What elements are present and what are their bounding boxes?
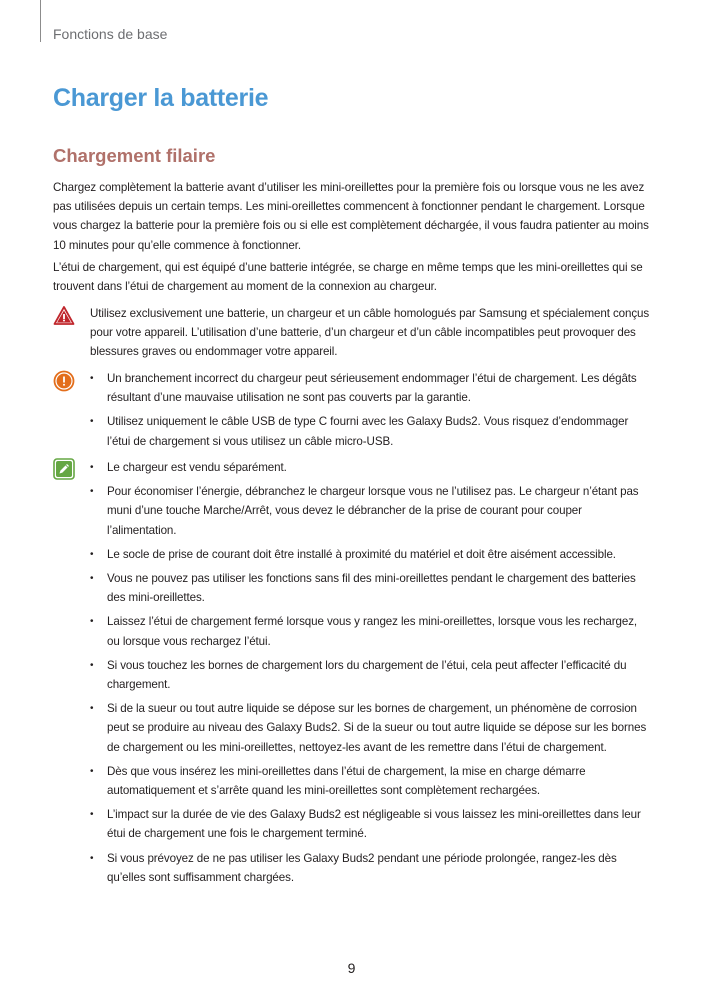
page-title: Charger la batterie bbox=[53, 84, 269, 112]
note-item: • Si vous touchez les bornes de chargement lors du chargement de l’étui, cela peut affecter l’efficacité du chargement. bbox=[90, 656, 651, 694]
page-number: 9 bbox=[347, 960, 356, 976]
note-item: • Le chargeur est vendu séparément. bbox=[90, 458, 651, 477]
case-paragraph: L’étui de chargement, qui est équipé d’une batterie intégrée, se charge en même temps que les mini-oreillettes qui se trouvent dans l’étui de chargement au moment de la connexion au chargeur. bbox=[53, 261, 643, 294]
caution-list bbox=[90, 369, 651, 456]
note-item: • Si de la sueur ou tout autre liquide se dépose sur les bornes de chargement, un phénomène de corrosion peut se produire au niveau des Galaxy Buds2. Si de la sueur ou tout autre liquide se dépose sur les bornes de chargement ou les mini-oreillettes, nettoyez-les avant de les remettre dans l’étui de chargement. bbox=[90, 699, 651, 757]
note-item: • Pour économiser l’énergie, débranchez le chargeur lorsque vous ne l’utilisez pas. Le chargeur n’étant pas muni d’une touche Marche/Arrêt, vous devez le débrancher de la prise de courant pour couper l’alimentation. bbox=[90, 482, 651, 540]
note-item: • L’impact sur la durée de vie des Galaxy Buds2 est négligeable si vous laissez les mini-oreillettes dans leur étui de chargement une fois le chargement terminé. bbox=[90, 805, 651, 843]
warning-text: Utilisez exclusivement une batterie, un chargeur et un câble homologués par Samsung et spécialement conçus pour votre appareil. L’utilisation d’une batterie, d’un chargeur et d’un câble incompatibles peut provoquer des blessures graves ou endommager votre appareil. bbox=[90, 307, 650, 359]
caution-item: • Utilisez uniquement le câble USB de type C fourni avec les Galaxy Buds2. Vous risquez d’endommager l’étui de chargement si vous utilisez un câble micro-USB. bbox=[90, 412, 651, 450]
note-list bbox=[90, 458, 651, 892]
warning-triangle-icon bbox=[53, 305, 75, 327]
note-item: • Le socle de prise de courant doit être installé à proximité du matériel et doit être aisément accessible. bbox=[90, 545, 651, 564]
caution-exclamation-icon bbox=[53, 370, 75, 392]
subsection-title: Chargement filaire bbox=[53, 145, 216, 166]
note-pencil-icon bbox=[53, 458, 75, 480]
note-item: • Si vous prévoyez de ne pas utiliser les Galaxy Buds2 pendant une période prolongée, rangez-les dès qu’elles sont suffisamment chargées. bbox=[90, 849, 651, 887]
section-header: Fonctions de base bbox=[53, 26, 168, 42]
note-item: • Vous ne pouvez pas utiliser les fonctions sans fil des mini-oreillettes pendant le chargement des batteries des mini-oreillettes. bbox=[90, 569, 651, 607]
caution-item: • Un branchement incorrect du chargeur peut sérieusement endommager l’étui de chargement. Les dégâts résultant d’une mauvaise utilisation ne sont pas couverts par la garantie. bbox=[90, 369, 651, 407]
intro-paragraph: Chargez complètement la batterie avant d’utiliser les mini-oreillettes pour la première fois ou lorsque vous ne les avez pas utilisées depuis un certain temps. Les mini-oreillettes commencent à fonctionner pendant le chargement. Lorsque vous chargez la batterie pour la première fois ou si elle est complètement déchargée, il vous faudra patienter au moins 10 minutes pour qu’elle commence à fonctionner. bbox=[53, 181, 649, 252]
margin-rule bbox=[40, 0, 41, 42]
note-item: • Dès que vous insérez les mini-oreillettes dans l’étui de chargement, la mise en charge démarre automatiquement et s’arrête quand les mini-oreillettes sont complètement rechargées. bbox=[90, 762, 651, 800]
note-item: • Laissez l’étui de chargement fermé lorsque vous y rangez les mini-oreillettes, lorsque vous les rechargez, ou lorsque vous rechargez l’étui. bbox=[90, 612, 651, 650]
